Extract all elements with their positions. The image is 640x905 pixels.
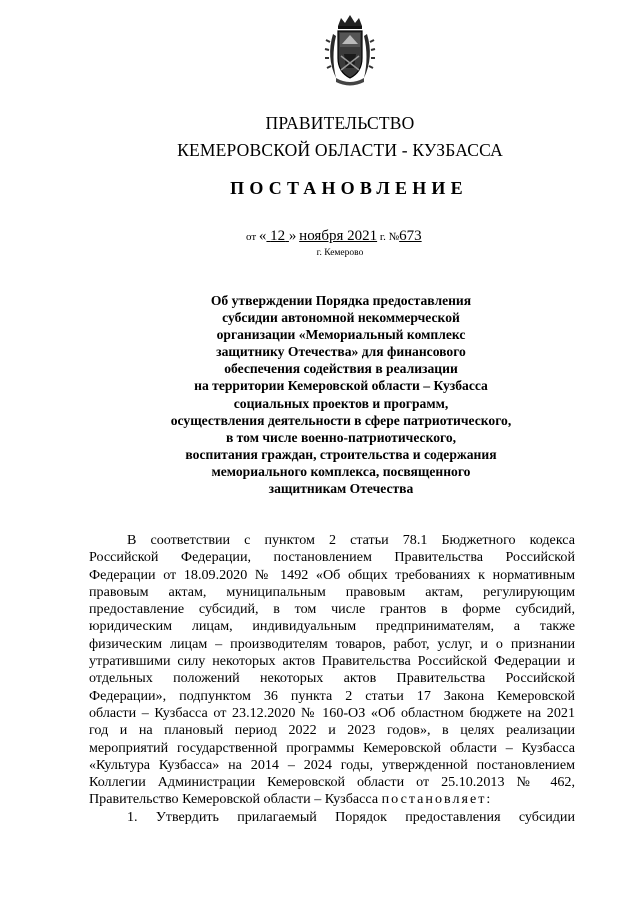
body-line: Федерации», подпунктом 36 пункта 2 статьи 17 Закона Кемеровской bbox=[89, 687, 575, 704]
body-line: правовым актам, муниципальным правовым актам, регулирующим bbox=[89, 583, 575, 600]
title-line: организации «Мемориальный комплекс bbox=[216, 327, 466, 343]
government-name-line2: КЕМЕРОВСКОЙ ОБЛАСТИ - КУЗБАССА bbox=[177, 140, 503, 160]
city-name: г. Кемерово bbox=[316, 248, 364, 258]
title-line: осуществления деятельности в сфере патриотического, bbox=[170, 412, 512, 428]
title-line: воспитания граждан, строительства и содержания bbox=[185, 446, 497, 462]
body-line: физическим лицам – производителям товаров, работ, услуг, и о признании bbox=[89, 635, 575, 652]
number-label: № bbox=[388, 231, 400, 243]
body-line: Федерации от 18.09.2020 № 1492 «Об общих требованиях к нормативным bbox=[89, 566, 575, 583]
body-line-resolution bbox=[89, 791, 575, 808]
body-line: мероприятий государственной программы Кемеровской области – Кузбасса bbox=[89, 739, 575, 756]
date-number-line bbox=[246, 228, 422, 245]
body-line: Российской Федерации, постановлением Правительства Российской bbox=[89, 549, 575, 566]
date-year-suffix: г. bbox=[379, 231, 386, 243]
document-body bbox=[89, 532, 575, 826]
body-line: отдельных положений некоторых актов Правительства Российской bbox=[89, 670, 575, 687]
document-title bbox=[128, 292, 554, 497]
body-line: юридическим лицам, индивидуальным предпринимателям, а также bbox=[89, 618, 575, 635]
title-line: мемориального комплекса, посвященного bbox=[211, 463, 471, 479]
date-day: 12 bbox=[270, 228, 286, 244]
body-line: «Культура Кузбасса» на 2014 – 2024 годы, утвержденной постановлением bbox=[89, 756, 575, 773]
title-line: социальных проектов и программ, bbox=[233, 395, 449, 411]
body-line: В соответствии с пунктом 2 статьи 78.1 Бюджетного кодекса bbox=[127, 532, 575, 548]
resolves-word: постановляет: bbox=[381, 791, 493, 808]
body-line: Коллегии Администрации Кемеровской области от 25.10.2013 № 462, bbox=[89, 774, 575, 791]
body-line: области – Кузбасса от 23.12.2020 № 160-ОЗ «Об областном бюджете на 2021 bbox=[89, 704, 575, 721]
coat-of-arms-icon bbox=[324, 12, 376, 88]
title-line: в том числе военно-патриотического, bbox=[225, 429, 457, 445]
body-line: год и на плановый период 2022 и 2023 годов», в целях реализации bbox=[89, 722, 575, 739]
resolution-subject: Правительство Кемеровской области – Кузбасса bbox=[89, 791, 379, 808]
title-line: защитнику Отечества» для финансового bbox=[216, 344, 466, 360]
item-1: 1. Утвердить прилагаемый Порядок предоставления субсидии bbox=[127, 808, 575, 825]
date-month-year: ноября 2021 bbox=[299, 228, 378, 244]
government-name-line1: ПРАВИТЕЛЬСТВО bbox=[265, 113, 415, 133]
title-line: обеспечения содействия в реализации bbox=[224, 361, 458, 377]
date-prefix: от bbox=[246, 231, 257, 243]
body-line: утратившими силу некоторых актов Правительства Российской Федерации и bbox=[89, 653, 575, 670]
title-line: Об утверждении Порядка предоставления bbox=[210, 293, 472, 308]
date-open-quote: « bbox=[258, 228, 267, 244]
title-line: на территории Кемеровской области – Кузбасса bbox=[194, 378, 488, 394]
body-line: предоставление субсидий, в том числе грантов в форме субсидий, bbox=[89, 601, 575, 618]
document-type: ПОСТАНОВЛЕНИЕ bbox=[230, 178, 468, 198]
document-number: 673 bbox=[399, 228, 422, 244]
title-line: субсидии автономной некоммерческой bbox=[222, 310, 460, 326]
date-close-quote: » bbox=[288, 228, 297, 244]
title-line: защитникам Отечества bbox=[268, 481, 414, 497]
